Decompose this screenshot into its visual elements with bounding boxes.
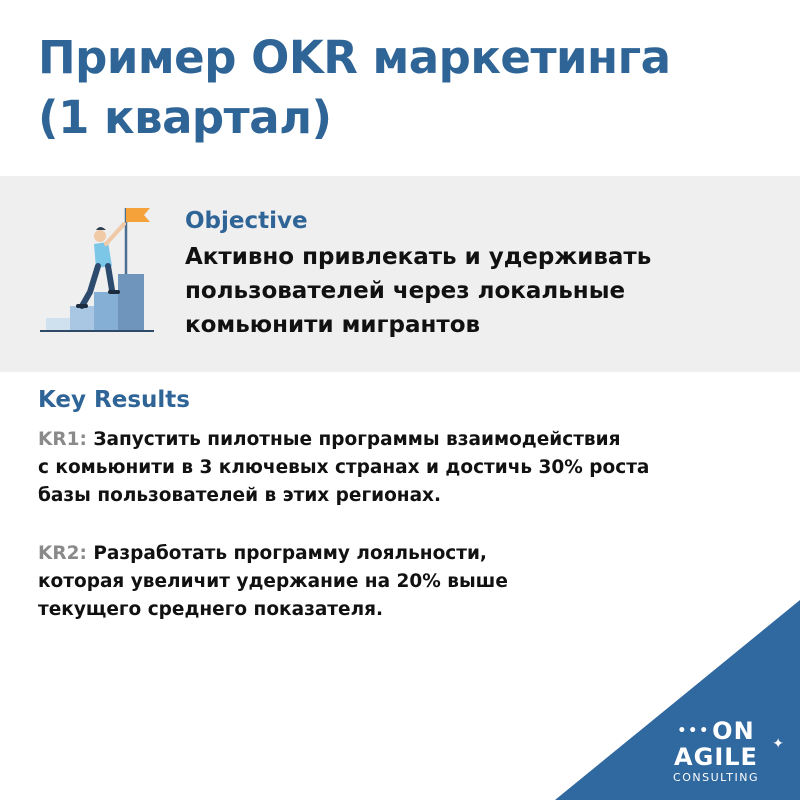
logo-line-1: ON bbox=[712, 717, 755, 745]
kr2-label: KR2: bbox=[38, 543, 87, 564]
kr1-line-3: базы пользователей в этих регионах. bbox=[38, 485, 442, 506]
objective-text bbox=[185, 240, 745, 342]
kr2-line-2: которая увеличит удержание на 20% выше bbox=[38, 571, 508, 592]
objective-label: Objective bbox=[185, 208, 308, 234]
key-results-heading: Key Results bbox=[38, 387, 190, 413]
objective-line-3: комьюнити мигрантов bbox=[185, 312, 481, 338]
sparkle-icon: ✦ bbox=[772, 736, 784, 752]
page-title-line-1: Пример OKR маркетинга bbox=[38, 31, 671, 84]
page-title bbox=[38, 28, 778, 148]
logo-line-3: CONSULTING bbox=[673, 771, 759, 784]
person-climbing-stairs-flag-icon bbox=[38, 200, 158, 335]
logo-dots: ••• bbox=[677, 723, 711, 739]
kr1-label: KR1: bbox=[38, 429, 87, 450]
on-agile-consulting-logo bbox=[666, 718, 766, 786]
page-title-line-2: (1 квартал) bbox=[38, 91, 332, 144]
kr1-line-2: с комьюнити в 3 ключевых странах и достичь 30% роста bbox=[38, 457, 650, 478]
objective-line-1: Активно привлекать и удерживать bbox=[185, 244, 652, 270]
logo-line-2: AGILE bbox=[674, 743, 758, 771]
kr2-line-1: Разработать программу лояльности, bbox=[93, 543, 487, 564]
kr2-line-3: текущего среднего показателя. bbox=[38, 599, 384, 620]
kr1-line-1: Запустить пилотные программы взаимодействия bbox=[93, 429, 621, 450]
objective-line-2: пользователей через локальные bbox=[185, 278, 626, 304]
key-result-1 bbox=[38, 426, 698, 510]
